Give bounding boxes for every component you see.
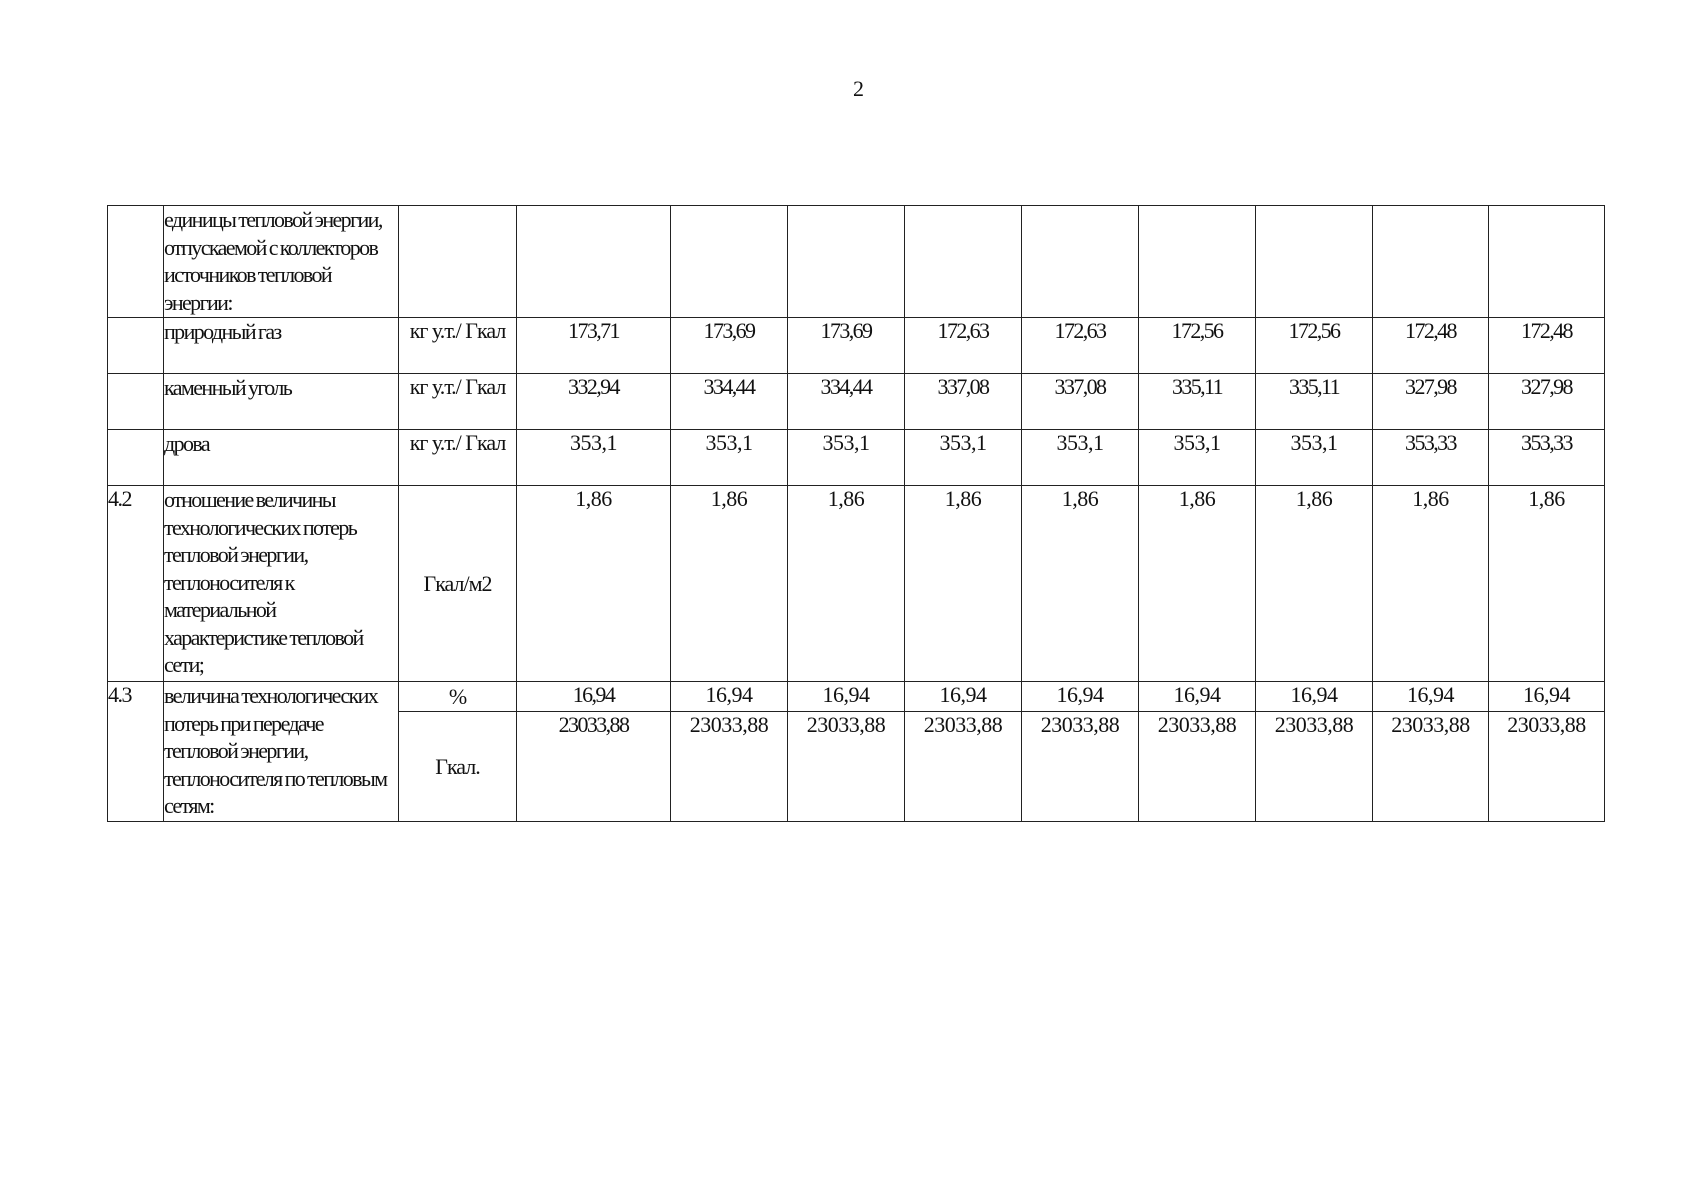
page-number: 2	[853, 76, 864, 101]
value-cell: 16,94	[1489, 682, 1605, 712]
value-cell: 1,86	[905, 486, 1022, 682]
unit-cell	[399, 206, 517, 318]
indicator-name: отношение величины технологических потерь тепловой энергии, теплоносителя к материальной характеристике тепловой сети;	[164, 486, 399, 682]
row-number	[108, 206, 164, 318]
value-cell	[1022, 206, 1139, 318]
value-cell: 353,1	[517, 430, 671, 486]
value-cell: 335,11	[1139, 374, 1256, 430]
data-table	[107, 205, 1605, 822]
unit-cell: кг у.т./ Гкал	[399, 430, 517, 486]
value-cell: 353,1	[671, 430, 788, 486]
value-cell: 23033,88	[1022, 712, 1139, 822]
value-cell	[905, 206, 1022, 318]
value-cell: 334,44	[671, 374, 788, 430]
value-cell: 334,44	[788, 374, 905, 430]
table-row	[108, 486, 1605, 682]
value-cell: 1,86	[788, 486, 905, 682]
value-cell	[788, 206, 905, 318]
indicator-name: величина технологических потерь при передаче тепловой энергии, теплоносителя по тепловым сетям:	[164, 682, 399, 822]
value-cell: 23033,88	[1139, 712, 1256, 822]
indicator-name: природный газ	[164, 318, 399, 374]
row-number	[108, 318, 164, 374]
value-cell: 1,86	[517, 486, 671, 682]
value-cell: 327,98	[1373, 374, 1489, 430]
value-cell: 173,71	[517, 318, 671, 374]
value-cell: 172,48	[1373, 318, 1489, 374]
row-number	[108, 374, 164, 430]
value-cell	[1256, 206, 1373, 318]
value-cell: 353,33	[1489, 430, 1605, 486]
value-cell: 23033,88	[1373, 712, 1489, 822]
value-cell: 332,94	[517, 374, 671, 430]
value-cell: 172,63	[905, 318, 1022, 374]
value-cell: 1,86	[671, 486, 788, 682]
unit-cell: Гкал.	[399, 712, 517, 822]
unit-cell: кг у.т./ Гкал	[399, 318, 517, 374]
unit-cell: кг у.т./ Гкал	[399, 374, 517, 430]
value-cell: 1,86	[1256, 486, 1373, 682]
value-cell: 1,86	[1022, 486, 1139, 682]
value-cell: 23033,88	[1256, 712, 1373, 822]
value-cell: 1,86	[1489, 486, 1605, 682]
indicator-name: единицы тепловой энергии, отпускаемой с коллекторов источников тепловой энергии:	[164, 206, 399, 318]
indicator-name: каменный уголь	[164, 374, 399, 430]
table-row	[108, 430, 1605, 486]
value-cell: 16,94	[788, 682, 905, 712]
value-cell: 16,94	[517, 682, 671, 712]
value-cell: 23033,88	[1489, 712, 1605, 822]
row-number	[108, 430, 164, 486]
value-cell: 173,69	[671, 318, 788, 374]
value-cell: 1,86	[1373, 486, 1489, 682]
value-cell: 337,08	[1022, 374, 1139, 430]
value-cell: 353,1	[1139, 430, 1256, 486]
value-cell: 16,94	[1256, 682, 1373, 712]
unit-cell: %	[399, 682, 517, 712]
value-cell	[1489, 206, 1605, 318]
unit-cell: Гкал/м2	[399, 486, 517, 682]
value-cell	[1139, 206, 1256, 318]
table-row	[108, 318, 1605, 374]
value-cell: 173,69	[788, 318, 905, 374]
value-cell: 16,94	[1373, 682, 1489, 712]
value-cell: 337,08	[905, 374, 1022, 430]
value-cell: 353,1	[905, 430, 1022, 486]
value-cell	[671, 206, 788, 318]
value-cell: 172,48	[1489, 318, 1605, 374]
value-cell: 23033,88	[671, 712, 788, 822]
value-cell: 16,94	[1139, 682, 1256, 712]
row-number: 4.2	[108, 486, 164, 682]
value-cell: 353,1	[788, 430, 905, 486]
value-cell: 23033,88	[905, 712, 1022, 822]
row-number: 4.3	[108, 682, 164, 822]
value-cell: 172,63	[1022, 318, 1139, 374]
value-cell	[517, 206, 671, 318]
value-cell: 23033,88	[517, 712, 671, 822]
value-cell: 16,94	[1022, 682, 1139, 712]
value-cell: 327,98	[1489, 374, 1605, 430]
value-cell: 23033,88	[788, 712, 905, 822]
value-cell: 335,11	[1256, 374, 1373, 430]
value-cell	[1373, 206, 1489, 318]
value-cell: 353,1	[1022, 430, 1139, 486]
table-row	[108, 374, 1605, 430]
indicator-name: дрова	[164, 430, 399, 486]
value-cell: 353,1	[1256, 430, 1373, 486]
value-cell: 16,94	[671, 682, 788, 712]
value-cell: 353,33	[1373, 430, 1489, 486]
table-row	[108, 682, 1605, 712]
table-row	[108, 206, 1605, 318]
value-cell: 172,56	[1256, 318, 1373, 374]
value-cell: 16,94	[905, 682, 1022, 712]
value-cell: 1,86	[1139, 486, 1256, 682]
value-cell: 172,56	[1139, 318, 1256, 374]
